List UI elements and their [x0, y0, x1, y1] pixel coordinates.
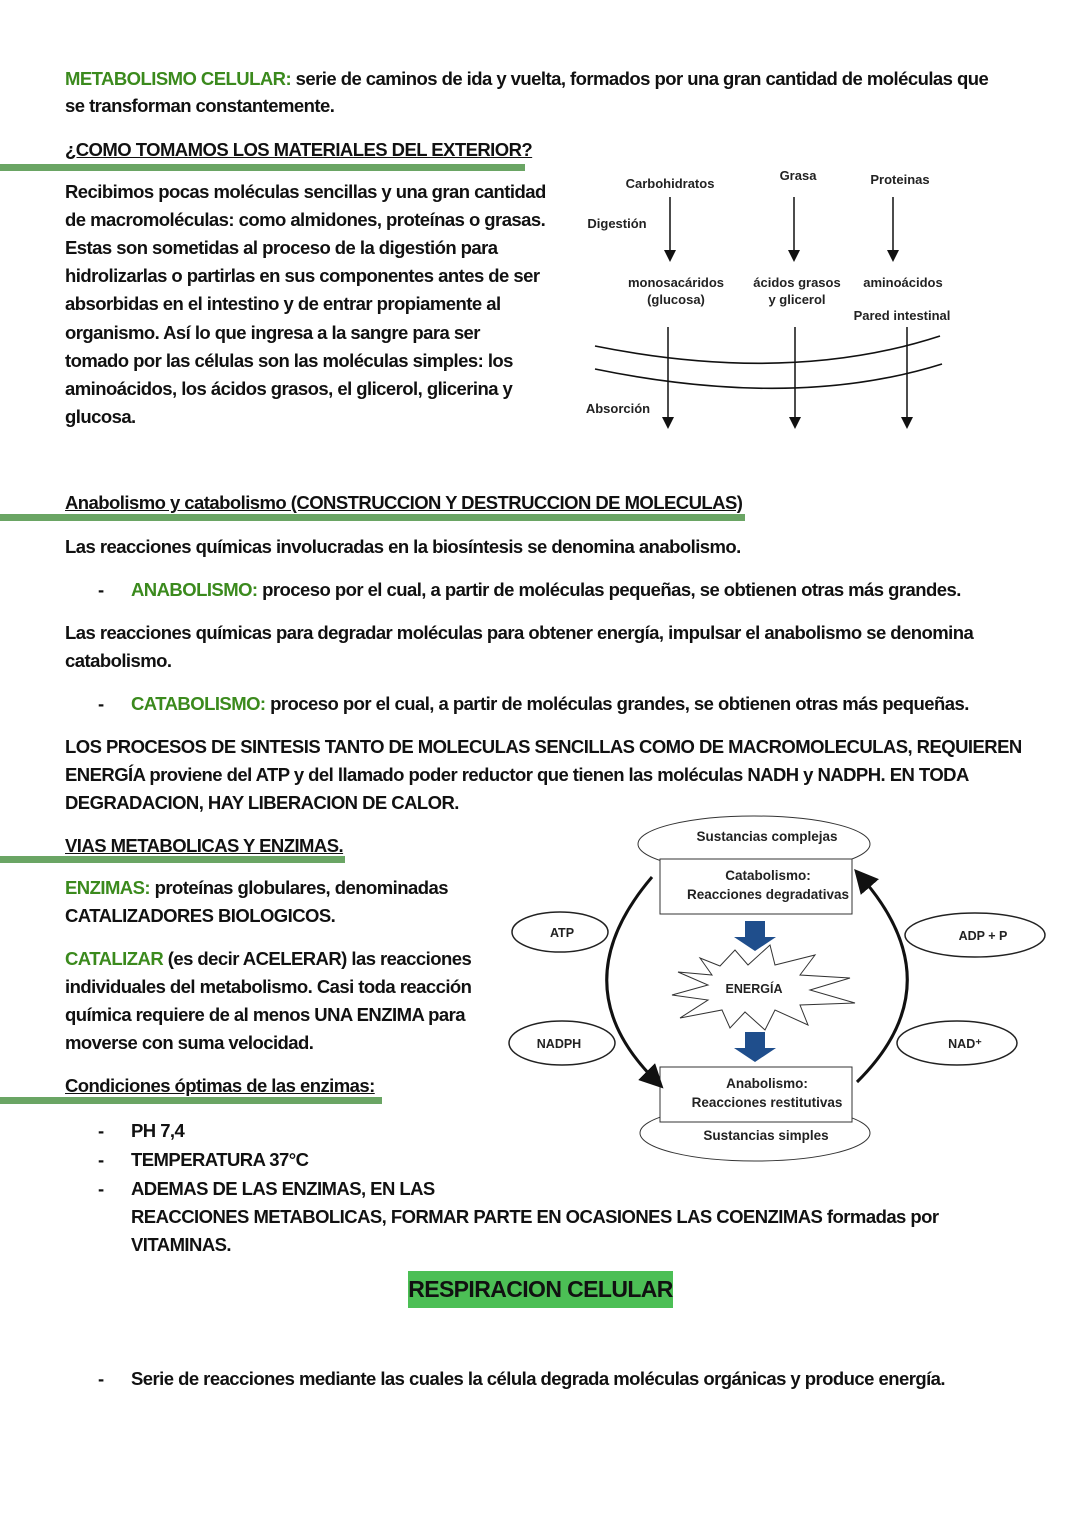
- label-adp-p: ADP + P: [958, 929, 1008, 943]
- bullet-dash: -: [98, 1149, 105, 1170]
- heading-underline-bar: [0, 856, 345, 863]
- label-absorcion: Absorción: [585, 401, 651, 416]
- intestinal-wall-line: [595, 336, 940, 363]
- text-line: moverse con suma velocidad.: [65, 1032, 314, 1053]
- label-glicerol: y glicerol: [768, 292, 826, 307]
- text-line: individuales del metabolismo. Casi toda reacción: [65, 976, 472, 997]
- label-carbohidratos: Carbohidratos: [625, 176, 715, 191]
- label-nadph: NADPH: [536, 1037, 582, 1051]
- text-line: catabolismo.: [65, 650, 172, 671]
- bullet-temperatura: TEMPERATURA 37°C: [131, 1149, 309, 1170]
- enzimas-line: [65, 874, 448, 902]
- text-line: tomado por las células son las moléculas simples: los: [65, 350, 513, 371]
- text-line: Las reacciones químicas para degradar moléculas para obtener energía, impulsar el anabolismo se denomina: [65, 622, 974, 643]
- bullet-dash: -: [98, 579, 105, 600]
- label-monosacaridos: monosacáridos: [627, 275, 725, 290]
- heading-anabolismo-catabolismo: Anabolismo y catabolismo (CONSTRUCCION Y DESTRUCCION DE MOLECULAS): [65, 492, 743, 513]
- label-catabolismo: Catabolismo:: [725, 868, 811, 883]
- bullet-dash: -: [98, 1120, 105, 1141]
- label-proteinas: Proteinas: [870, 172, 930, 187]
- bullet-dash: -: [98, 1178, 105, 1199]
- text-line: DEGRADACION, HAY LIBERACION DE CALOR.: [65, 792, 459, 813]
- bullet-respiracion: Serie de reacciones mediante las cuales la célula degrada moléculas orgánicas y produce energía.: [131, 1368, 946, 1389]
- bullet-coenzimas: ADEMAS DE LAS ENZIMAS, EN LAS: [131, 1178, 435, 1199]
- text-line: de macromoléculas: como almidones, proteínas o grasas.: [65, 209, 546, 230]
- intro-text: serie de caminos de ida y vuelta, formados por una gran cantidad de moléculas que: [291, 68, 989, 89]
- metabolism-cycle-diagram: [509, 816, 1045, 1161]
- bullet-catabolismo: [131, 690, 969, 718]
- text-line: glucosa.: [65, 406, 136, 427]
- term-metabolismo: METABOLISMO CELULAR:: [65, 68, 292, 89]
- text-line: Recibimos pocas moléculas sencillas y una gran cantidad: [65, 181, 546, 202]
- intestinal-wall-line: [595, 364, 942, 388]
- arrow-catabolism-to-anabolism: [607, 877, 655, 1080]
- text-line: Estas son sometidas al proceso de la digestión para: [65, 237, 498, 258]
- heading-materiales: ¿COMO TOMAMOS LOS MATERIALES DEL EXTERIOR?: [65, 139, 533, 160]
- digestion-diagram: [586, 168, 951, 423]
- text: (es decir ACELERAR) las reacciones: [163, 948, 472, 969]
- label-glucosa: (glucosa): [647, 292, 705, 307]
- label-sustancias-simples: Sustancias simples: [703, 1128, 829, 1143]
- heading-underline-bar: [0, 514, 745, 521]
- heading-condiciones: Condiciones óptimas de las enzimas:: [65, 1075, 375, 1096]
- text-line: química requiere de al menos UNA ENZIMA para: [65, 1004, 466, 1025]
- label-sustancias-complejas: Sustancias complejas: [696, 829, 838, 844]
- text-line: aminoácidos, los ácidos grasos, el glicerol, glicerina y: [65, 378, 513, 399]
- label-energia: ENERGÍA: [725, 982, 783, 996]
- text-line: VITAMINAS.: [131, 1234, 232, 1255]
- bullet-text: proceso por el cual, a partir de moléculas pequeñas, se obtienen otras más grandes.: [257, 579, 961, 600]
- bullet-text: proceso por el cual, a partir de moléculas grandes, se obtienen otras más pequeñas.: [265, 693, 969, 714]
- text-biosintesis: Las reacciones químicas involucradas en la biosíntesis se denomina anabolismo.: [65, 536, 741, 557]
- text: proteínas globulares, denominadas: [150, 877, 448, 898]
- section-title-respiracion: RESPIRACION CELULAR: [408, 1271, 673, 1308]
- intro-line-2: se transforman constantemente.: [65, 95, 335, 116]
- label-aminoacidos: aminoácidos: [863, 275, 943, 290]
- term-catalizar: CATALIZAR: [65, 948, 164, 969]
- text-line: absorbidas en el intestino y de entrar propiamente al: [65, 293, 501, 314]
- label-reacciones-restitutivas: Reacciones restitutivas: [691, 1095, 843, 1110]
- arrow-anabolism-to-catabolism: [857, 878, 907, 1082]
- down-arrow-blue: [734, 1032, 776, 1062]
- label-anabolismo: Anabolismo:: [726, 1076, 808, 1091]
- bullet-ph: PH 7,4: [131, 1120, 185, 1141]
- bullet-dash: -: [98, 1368, 105, 1389]
- catalizar-line: [65, 945, 471, 973]
- term-catabolismo: CATABOLISMO:: [131, 693, 266, 714]
- label-digestion: Digestión: [587, 216, 647, 231]
- text-line: organismo. Así lo que ingresa a la sangre para ser: [65, 322, 480, 343]
- label-pared-intestinal: Pared intestinal: [853, 308, 951, 323]
- label-grasa: Grasa: [779, 168, 817, 183]
- bullet-dash: -: [98, 693, 105, 714]
- heading-vias-metabolicas: VIAS METABOLICAS Y ENZIMAS.: [65, 835, 344, 856]
- label-nad: NAD⁺: [948, 1037, 982, 1051]
- text-line: ENERGÍA proviene del ATP y del llamado poder reductor que tienen las moléculas NADH y NADPH. EN TODA: [65, 764, 969, 785]
- text-line: REACCIONES METABOLICAS, FORMAR PARTE EN OCASIONES LAS COENZIMAS formadas por: [131, 1206, 939, 1227]
- label-acidos-grasos: ácidos grasos: [753, 275, 841, 290]
- bullet-anabolismo: [131, 576, 961, 604]
- label-reacciones-degradativas: Reacciones degradativas: [686, 887, 850, 902]
- text-line: CATALIZADORES BIOLOGICOS.: [65, 905, 336, 926]
- term-enzimas: ENZIMAS:: [65, 877, 151, 898]
- heading-underline-bar: [0, 1097, 382, 1104]
- text-line: LOS PROCESOS DE SINTESIS TANTO DE MOLECULAS SENCILLAS COMO DE MACROMOLECULAS, REQUIEREN: [65, 736, 1022, 757]
- label-atp: ATP: [549, 926, 575, 940]
- term-anabolismo: ANABOLISMO:: [131, 579, 258, 600]
- text-line: hidrolizarlas o partirlas en sus componentes antes de ser: [65, 265, 540, 286]
